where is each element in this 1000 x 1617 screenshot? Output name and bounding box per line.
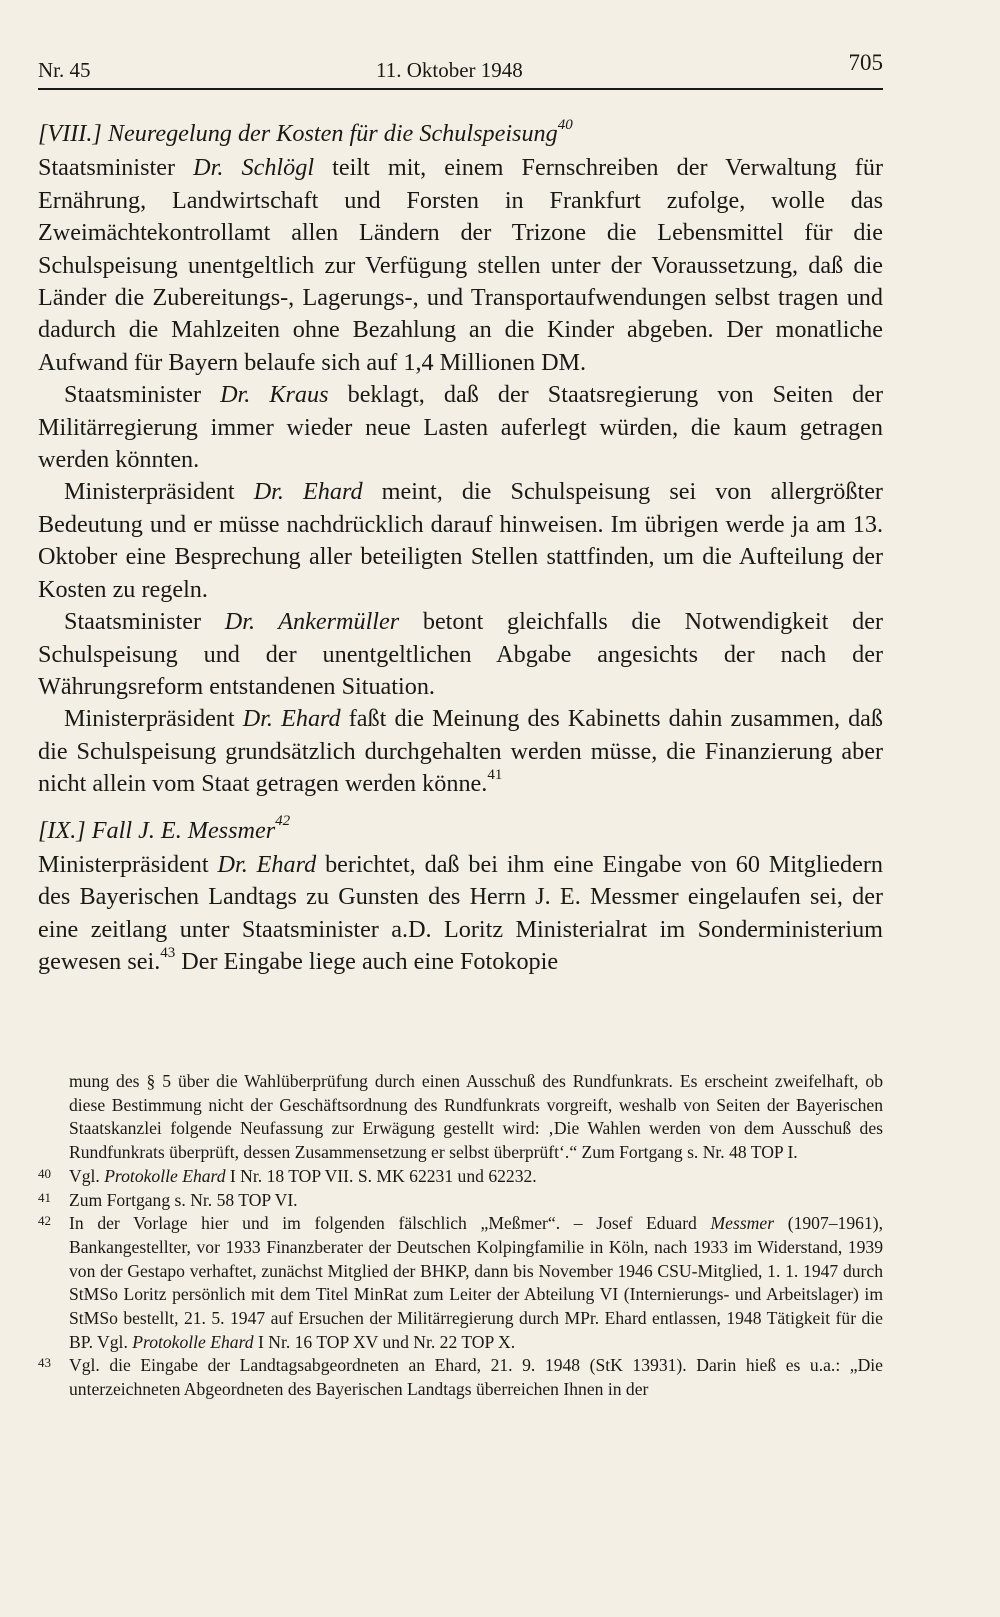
- paragraph-text: teilt mit, einem Fernschreiben der Verwaltung für Ernährung, Landwirtschaft und Forsten in Frankfurt zufolge, wolle das Zweimächtekontrollamt allen Ländern der Trizone die Lebensmittel für die Schulspeisung unentgeltlich zur Verfügung stellen unter der Voraussetzung, daß die Länder die Zubereitungs-, Lagerungs-, und Transportaufwendungen selbst tragen und dadurch die Mahlzeiten ohne Bezahlung an die Kinder abgeben. Der monatliche Aufwand für Bayern belaufe sich auf 1,4 Millionen DM.: [38, 154, 883, 376]
- speaker-title: Staatsminister: [64, 608, 225, 636]
- speaker-name: Dr. Ehard: [242, 705, 341, 733]
- footnote-text: I Nr. 18 TOP VII. S. MK 62231 und 62232.: [225, 1165, 537, 1186]
- section-title: Neuregelung der Kosten für die Schulspeisung: [107, 120, 558, 147]
- footnote-ref: 42: [275, 813, 291, 830]
- footnote-text: Vgl.: [69, 1165, 105, 1186]
- footnote-text: In der Vorlage hier und im folgenden fälschlich „Meßmer“. – Josef Eduard: [69, 1213, 711, 1234]
- speaker-name: Dr. Kraus: [220, 381, 329, 409]
- paragraph-text: meint, die Schulspeisung sei von allergrößter Bedeutung und er müsse nachdrücklich darauf hinweisen. Im übrigen werde ja am 13. Oktober eine Besprechung aller beteiligten Stellen stattfinden, um die Aufteilung der Kosten zu regeln.: [38, 478, 883, 603]
- section-label: [IX.]: [38, 816, 86, 844]
- paragraph-text: beklagt, daß der Staatsregierung von Seiten der Militärregierung immer wieder neue Lasten auferlegt würden, die kaum getragen werden könnten.: [38, 381, 883, 474]
- footnote-40: [38, 1165, 883, 1189]
- section-label: [VIII.]: [38, 120, 102, 147]
- paragraph: [38, 606, 883, 703]
- footnote-text: Zum Fortgang s. Nr. 58 TOP VI.: [69, 1189, 298, 1210]
- paragraph: [38, 476, 883, 606]
- paragraph: [38, 379, 883, 476]
- paragraph-text: berichtet, daß bei ihm eine Eingabe von 60 Mitgliedern des Bayerischen Landtags zu Gunsten des Herrn J. E. Messmer eingelaufen sei, der eine zeitlang unter Staatsminister a.D. Loritz Ministerialrat im Sonderministerium gewesen sei.: [38, 850, 884, 976]
- footnotes: [38, 1070, 883, 1402]
- page-number: 705: [848, 50, 883, 75]
- speaker-title: Staatsminister: [38, 154, 194, 182]
- footnote-ref: 40: [557, 116, 573, 133]
- footnote-continuation: mung des § 5 über die Wahlüberprüfung durch einen Ausschuß des Rundfunkrats. Es erscheint zweifelhaft, ob diese Bestimmung nicht der Geschäftsordnung des Rundfunkrats vorgreift, weshalb von Seiten der Bayerischen Staatskanzlei folgende Neufassung zur Erwägung gestellt wird: ‚Die Wahlen werden von dem Ausschuß des Rundfunkrats überprüft, dessen Zusammensetzung er selbst überprüft‘.“ Zum Fortgang s. Nr. 48 TOP I.: [69, 1071, 883, 1163]
- footnote-number: 41: [38, 1189, 51, 1205]
- footnote-43: [38, 1354, 883, 1401]
- footnote-number: 42: [38, 1213, 51, 1229]
- speaker-title: Ministerpräsident: [64, 478, 254, 506]
- footnote-text: (1907–1961), Bankangestellter, vor 1933 Finanzberater der Deutschen Kolpingfamilie in Köln, nach 1933 im Widerstand, 1939 von der Gestapo verhaftet, zunächst Mitglied der BHKP, dann bis November 1946 CSU-Mitglied, 1. 1. 1947 durch StMSo Loritz persönlich mit dem Titel MinRat zum Leiter der Abteilung VI (Internierungs- und Arbeitslager) im StMSo bestellt, 21. 5. 1947 auf Ersuchen der Militärregierung durch MPr. Ehard entlassen, 1948 Tätigkeit für die BP. Vgl.: [69, 1213, 883, 1352]
- speaker-name: Dr. Ehard: [217, 850, 317, 878]
- paragraph-text: faßt die Meinung des Kabinetts dahin zusammen, daß die Schulspeisung grundsätzlich durchgehalten werden müsse, die Finanzierung aber nicht allein vom Staat getragen werden könne.: [38, 705, 884, 798]
- person-name: Messmer: [710, 1213, 775, 1234]
- session-date: 11. Oktober 1948: [376, 58, 523, 82]
- footnote-41: [38, 1189, 883, 1213]
- section-heading-viii: [38, 118, 883, 150]
- speaker-name: Dr. Ehard: [253, 478, 363, 506]
- paragraph: [38, 703, 883, 800]
- section-title: Fall J. E. Messmer: [91, 816, 276, 844]
- footnote-ref: 43: [160, 945, 176, 962]
- paragraph-text: betont gleichfalls die Notwendigkeit der Schulspeisung und der unentgeltlichen Abgabe angesichts der nach der Währungsreform entstandenen Situation.: [38, 608, 884, 700]
- speaker-name: Dr. Ankermüller: [224, 608, 400, 636]
- footnote-number: 43: [38, 1355, 51, 1371]
- paragraph-text: Der Eingabe liege auch eine Fotokopie: [175, 948, 559, 976]
- section-gap: [38, 801, 883, 815]
- speaker-title: Ministerpräsident: [64, 705, 243, 733]
- document-number: Nr. 45: [38, 58, 91, 82]
- publication-title: Protokolle Ehard: [132, 1331, 254, 1352]
- footnote-text: Vgl. die Eingabe der Landtagsabgeordneten an Ehard, 21. 9. 1948 (StK 13931). Darin hieß es u.a.: „Die unterzeichneten Abgeordneten des Bayerischen Landtags überreichen Ihnen in der: [69, 1355, 883, 1400]
- footnote-ref: 41: [487, 767, 503, 784]
- section-heading-ix: [38, 815, 883, 847]
- publication-title: Protokolle Ehard: [104, 1165, 226, 1186]
- speaker-title: Staatsminister: [64, 381, 221, 409]
- footnote-42: [38, 1212, 883, 1354]
- speaker-title: Ministerpräsident: [38, 850, 218, 878]
- main-text: [38, 118, 883, 979]
- header-rule: [38, 88, 883, 90]
- paragraph: [38, 152, 883, 379]
- running-head: [38, 50, 883, 86]
- speaker-name: Dr. Schlögl: [193, 154, 315, 182]
- footnote-text: I Nr. 16 TOP XV und Nr. 22 TOP X.: [253, 1331, 516, 1352]
- footnote-number: 40: [38, 1165, 51, 1181]
- paragraph: [38, 849, 883, 979]
